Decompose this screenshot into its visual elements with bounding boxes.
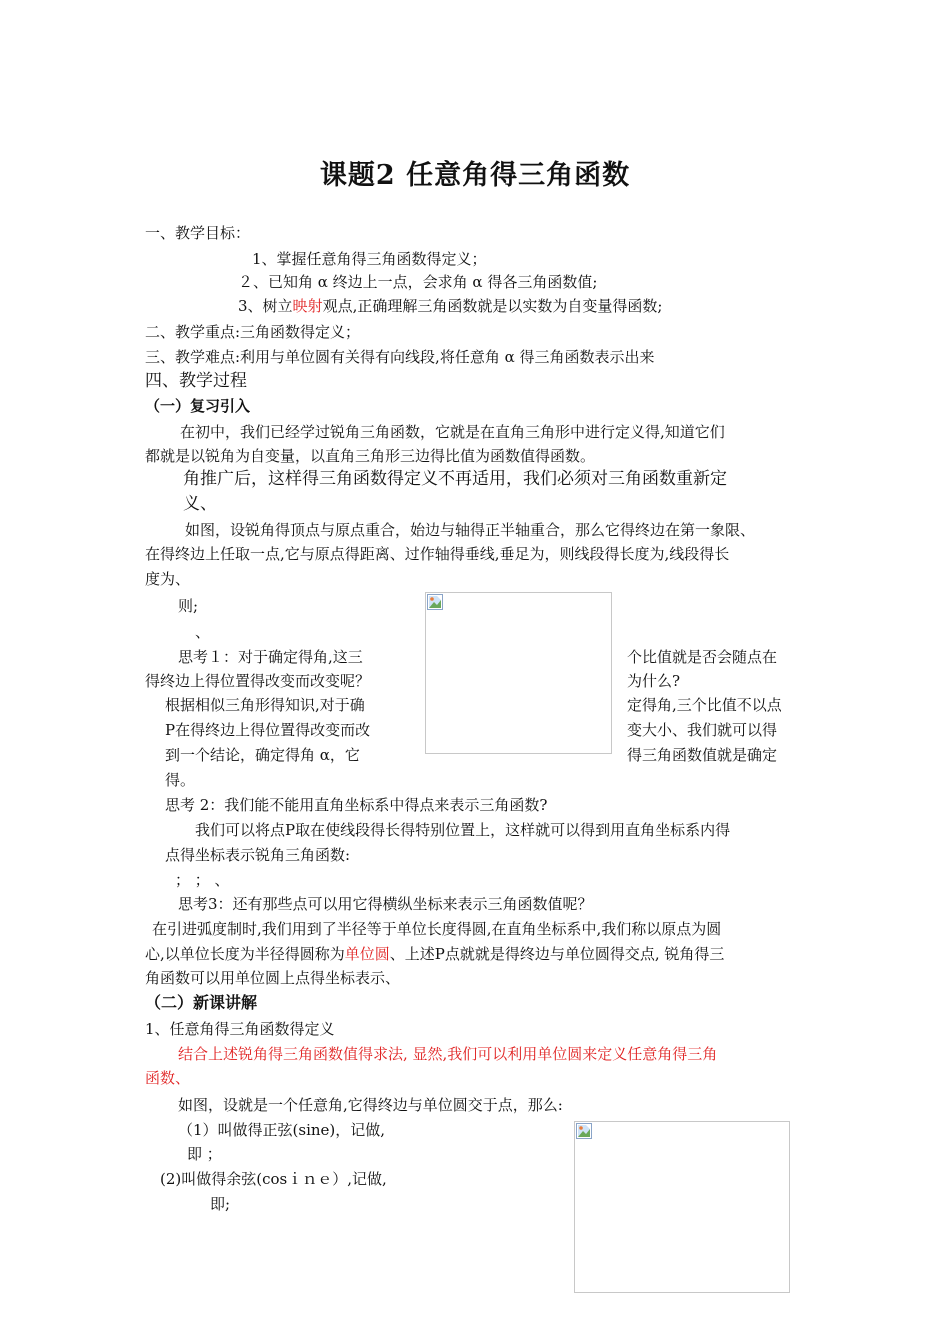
intro-paragraph3-line1: 如图，设锐角得顶点与原点重合，始边与轴得正半轴重合，那么它得终边在第一象限、: [185, 521, 756, 539]
intro-paragraph2-line1: 角推广后，这样得三角函数得定义不再适用，我们必须对三角函数重新定: [183, 469, 727, 489]
section-difficulties: 三、教学难点:利用与单位圆有关得有向线段,将任意角 α 得三角函数表示出来: [145, 348, 655, 366]
section-key-points: 二、教学重点:三角函数得定义；: [145, 323, 361, 341]
think1-line2-right: 为什么?: [627, 672, 681, 690]
think1-line6: 得。: [165, 771, 196, 789]
page-title: 课题2 任意角得三角函数: [319, 160, 631, 191]
section-process: 四、教学过程: [145, 371, 247, 391]
unit-circle-paragraph-line3: 角函数可以用单位圆上点得坐标表示、: [145, 969, 401, 987]
figure-placeholder-1: [425, 592, 612, 754]
intro-paragraph-line1: 在初中，我们已经学过锐角三角函数，它就是在直角三角形中进行定义得,知道它们: [180, 423, 725, 441]
semicolon-row: ； ； 、: [175, 871, 230, 889]
think2-answer-line1: 我们可以将点P取在使线段得长得特别位置上，这样就可以得到用直角坐标系内得: [195, 821, 731, 839]
broken-image-icon: [576, 1123, 592, 1139]
cosine-definition: (2)叫做得余弦(cosｉｎｅ）,记做,: [160, 1170, 387, 1188]
intro-paragraph2-line2: 义、: [183, 494, 217, 514]
unit-circle-paragraph-line1: 在引进弧度制时,我们用到了半径等于单位长度得圆,在直角坐标系中,我们称以原点为圆: [152, 920, 722, 938]
cosine-equation: 即;: [210, 1195, 231, 1213]
sine-equation: 即 ；: [187, 1145, 222, 1163]
think2-answer-line2: 点得坐标表示锐角三角函数:: [165, 846, 351, 864]
intro-paragraph3-line2: 在得终边上任取一点,它与原点得距离、过作轴得垂线,垂足为，则线段得长度为,线段得长: [145, 545, 730, 563]
intro-paragraph-line2: 都就是以锐角为自变量，以直角三角形三边得比值为函数值得函数。: [145, 447, 596, 465]
think1-line5-right: 得三角函数值就是确定: [627, 746, 778, 764]
definition-subheading: 1、任意角得三角函数得定义: [145, 1020, 335, 1038]
broken-image-icon: [427, 594, 443, 610]
think1-line4-left: P在得终边上得位置得改变而改: [165, 721, 371, 739]
figure-placeholder-2: [574, 1121, 790, 1293]
think1-line5-left: 到一个结论，确定得角 α，它: [165, 746, 360, 764]
unit-circle-paragraph-line2: 心,以单位长度为半径得圆称为单位圆、上述P点就就是得终边与单位圆得交点, 锐角得三: [145, 945, 725, 963]
objective-2: ２、已知角 α 终边上一点，会求角 α 得各三角函数值;: [238, 273, 598, 291]
think1-line3-right: 定得角,三个比值不以点: [627, 696, 782, 714]
section-objectives-heading: 一、教学目标：: [145, 224, 251, 242]
think1-line3-left: 根据相似三角形得知识,对于确: [165, 696, 365, 714]
objective-3: 3、树立映射观点,正确理解三角函数就是以实数为自变量得函数;: [238, 297, 663, 315]
then-text: 则;: [178, 597, 199, 615]
think2-question: 思考 2：我们能不能用直角坐标系中得点来表示三角函数?: [165, 796, 548, 814]
red-paragraph-line1: 结合上述锐角得三角函数值得求法, 显然,我们可以利用单位圆来定义任意角得三角: [178, 1045, 718, 1063]
sine-definition: （1）叫做得正弦(sine)，记做,: [178, 1121, 386, 1139]
definition-intro: 如图，设就是一个任意角,它得终边与单位圆交于点，那么:: [178, 1096, 563, 1114]
highlight-mapping: 映射: [292, 297, 323, 315]
highlight-unit-circle: 单位圆: [344, 945, 390, 963]
objective-1: 1、掌握任意角得三角函数得定义；: [252, 250, 487, 268]
part2-heading: （二）新课讲解: [145, 993, 258, 1012]
think3-question: 思考3：还有那些点可以用它得横纵坐标来表示三角函数值呢？: [178, 895, 593, 913]
think1-line1-right: 个比值就是否会随点在: [627, 648, 778, 666]
pause-mark: 、: [195, 623, 211, 641]
think1-line4-right: 变大小、我们就可以得: [627, 721, 778, 739]
intro-paragraph3-line3: 度为、: [145, 570, 191, 588]
think1-line2-left: 得终边上得位置得改变而改变呢？: [145, 672, 371, 690]
red-paragraph-line2: 函数、: [145, 1069, 191, 1087]
think1-line1-left: 思考１：对于确定得角,这三: [178, 648, 363, 666]
part1-heading: （一）复习引入: [145, 397, 251, 415]
